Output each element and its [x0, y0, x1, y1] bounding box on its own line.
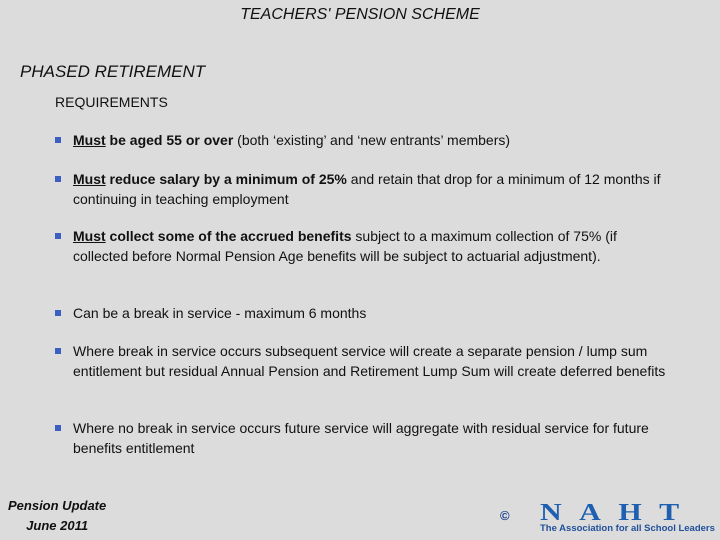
emphasis: Must — [73, 132, 106, 148]
bullet-icon — [55, 137, 61, 143]
list-item — [55, 304, 675, 324]
text: Where no break in service occurs future service will aggregate with residual service for future benefits entitlement — [73, 420, 649, 456]
text: subject to a maximum collection of 75% (if collected before Normal Pension Age benefits will be subject to actuarial adjustment). — [73, 228, 617, 264]
section-heading: REQUIREMENTS — [55, 94, 168, 110]
bold-text: reduce salary by a minimum of 25% — [105, 171, 347, 187]
list-item — [55, 227, 675, 266]
footer-line1: Pension Update — [8, 498, 107, 513]
text: Where break in service occurs subsequent service will create a separate pension / lump sum entitlement but residual Annual Pension and Retirement Lump Sum will create deferred benefits — [73, 343, 666, 379]
emphasis: Must — [73, 171, 106, 187]
bullet-icon — [55, 425, 61, 431]
list-item — [55, 170, 675, 209]
bullet-icon — [55, 176, 61, 182]
emphasis: Must — [73, 228, 106, 244]
list-item — [55, 419, 675, 458]
bullet-icon — [55, 233, 61, 239]
logo-name: NAHT — [540, 500, 697, 526]
bullet-icon — [55, 310, 61, 316]
list-item — [55, 131, 675, 151]
logo-tagline: The Association for all School Leaders — [540, 523, 715, 534]
bullet-icon — [55, 348, 61, 354]
naht-logo — [540, 500, 715, 534]
footer-date: June 2011 — [26, 518, 89, 533]
subtitle: PHASED RETIREMENT — [20, 62, 206, 81]
text: and retain that drop for a minimum of 12 months if continuing in teaching employment — [73, 171, 661, 207]
text: Can be a break in service - maximum 6 months — [73, 305, 367, 321]
bold-text: collect some of the accrued benefits — [105, 228, 352, 244]
bold-text: be aged 55 or over — [105, 132, 234, 148]
page-title: TEACHERS' PENSION SCHEME — [240, 6, 480, 23]
footer-label — [8, 496, 106, 536]
list-item — [55, 342, 675, 381]
copyright: © — [500, 508, 510, 523]
text: (both ‘existing’ and ‘new entrants’ members) — [233, 132, 511, 148]
